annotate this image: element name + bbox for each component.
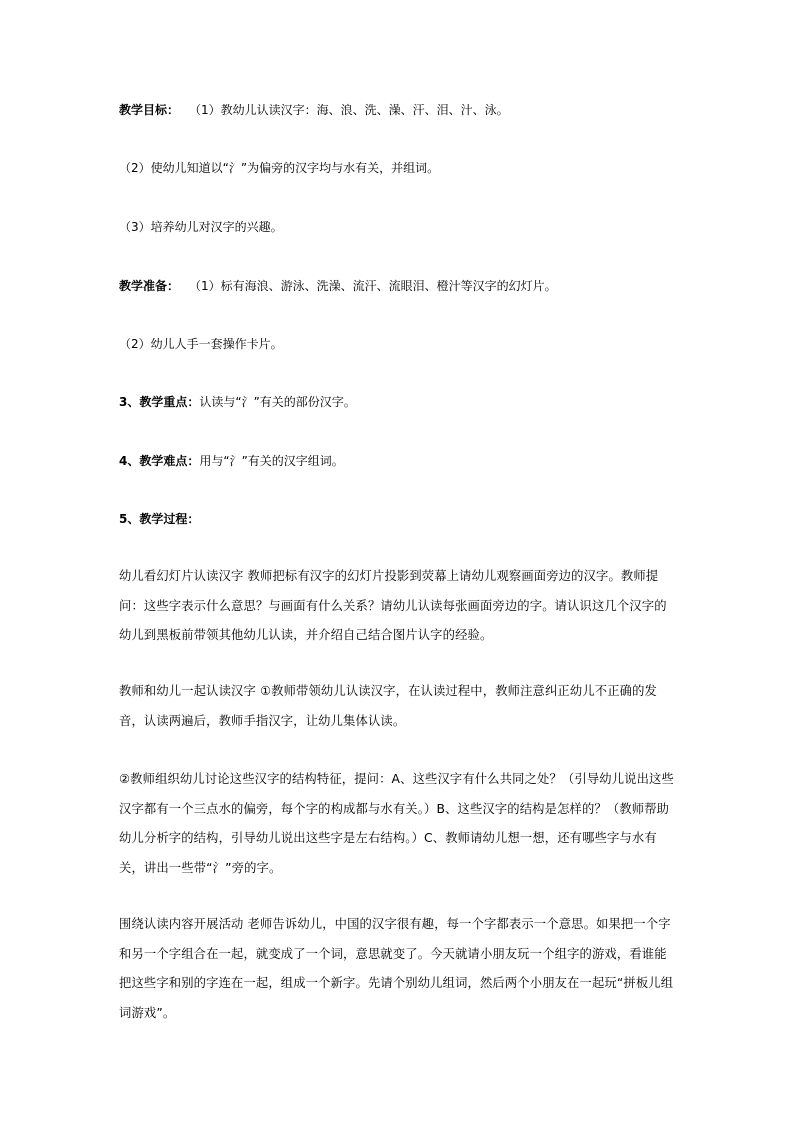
teaching-goal-item-3: （3）培养幼儿对汉字的兴趣。 xyxy=(119,220,283,234)
teaching-goal-item-3-line xyxy=(119,217,679,237)
teaching-goal-item-2: （2）使幼儿知道以“氵”为偏旁的汉字均与水有关，并组词。 xyxy=(119,161,440,175)
teaching-process-label: 5、教学过程： xyxy=(119,512,200,526)
teaching-goal-item-1: （1）教幼儿认读汉字：海、浪、洗、澡、汗、泪、汁、泳。 xyxy=(189,103,509,117)
process-paragraph-2: 教师和幼儿一起认读汉字 ①教师带领幼儿认读汉字，在认读过程中，教师注意纠正幼儿不正确的发音，认读两遍后，教师手指汉字，让幼儿集体认读。 xyxy=(119,684,658,728)
teaching-difficulty-line xyxy=(119,451,679,471)
teaching-key-text: 认读与“氵”有关的部份汉字。 xyxy=(199,395,356,409)
teaching-prep-item-1: （1）标有海浪、游泳、洗澡、流汗、流眼泪、橙汁等汉字的幻灯片。 xyxy=(189,279,557,293)
teaching-key-label: 3、教学重点： xyxy=(119,395,200,409)
teaching-key-line xyxy=(119,392,679,412)
teaching-prep-item-2: （2）幼儿人手一套操作卡片。 xyxy=(119,337,283,351)
process-paragraph-1: 幼儿看幻灯片认读汉字 教师把标有汉字的幻灯片投影到荧幕上请幼儿观察画面旁边的汉字。教师提问：这些字表示什么意思？与画面有什么关系？请幼儿认读每张画面旁边的字。请认识这几个汉字的幼儿到黑板前带领其他幼儿认读，并介绍自己结合图片认字的经验。 xyxy=(119,569,667,642)
teaching-prep-line xyxy=(119,276,679,296)
teaching-goal-item-2-line xyxy=(119,158,679,178)
teaching-prep-label: 教学准备： xyxy=(119,279,180,293)
teaching-difficulty-label: 4、教学难点： xyxy=(119,454,200,468)
teaching-goal-line xyxy=(119,100,679,120)
teaching-goal-label: 教学目标： xyxy=(119,103,180,117)
process-paragraph-4: 围绕认读内容开展活动 老师告诉幼儿，中国的汉字很有趣，每一个字都表示一个意思。如果把一个字和另一个字组合在一起，就变成了一个词，意思就变了。今天就请小朋友玩一个组字的游戏，看谁能把这些字和别的字连在一起，组成一个新字。先请个别幼儿组词，然后两个小朋友在一起玩“拼板儿组词游戏”。 xyxy=(119,917,674,1020)
teaching-process-line xyxy=(119,509,679,529)
teaching-difficulty-text: 用与“氵”有关的汉字组词。 xyxy=(199,454,344,468)
teaching-prep-item-2-line xyxy=(119,334,679,354)
process-paragraph-3: ②教师组织幼儿讨论这些汉字的结构特征，提问：A、这些汉字有什么共同之处？（引导幼儿说出这些汉字都有一个三点水的偏旁，每个字的构成都与水有关。）B、这些汉字的结构是怎样的？（教师帮助幼儿分析字的结构，引导幼儿说出这些字是左右结构。）C、教师请幼儿想一想，还有哪些字与水有关，讲出一些带“氵”旁的字。 xyxy=(119,772,674,875)
